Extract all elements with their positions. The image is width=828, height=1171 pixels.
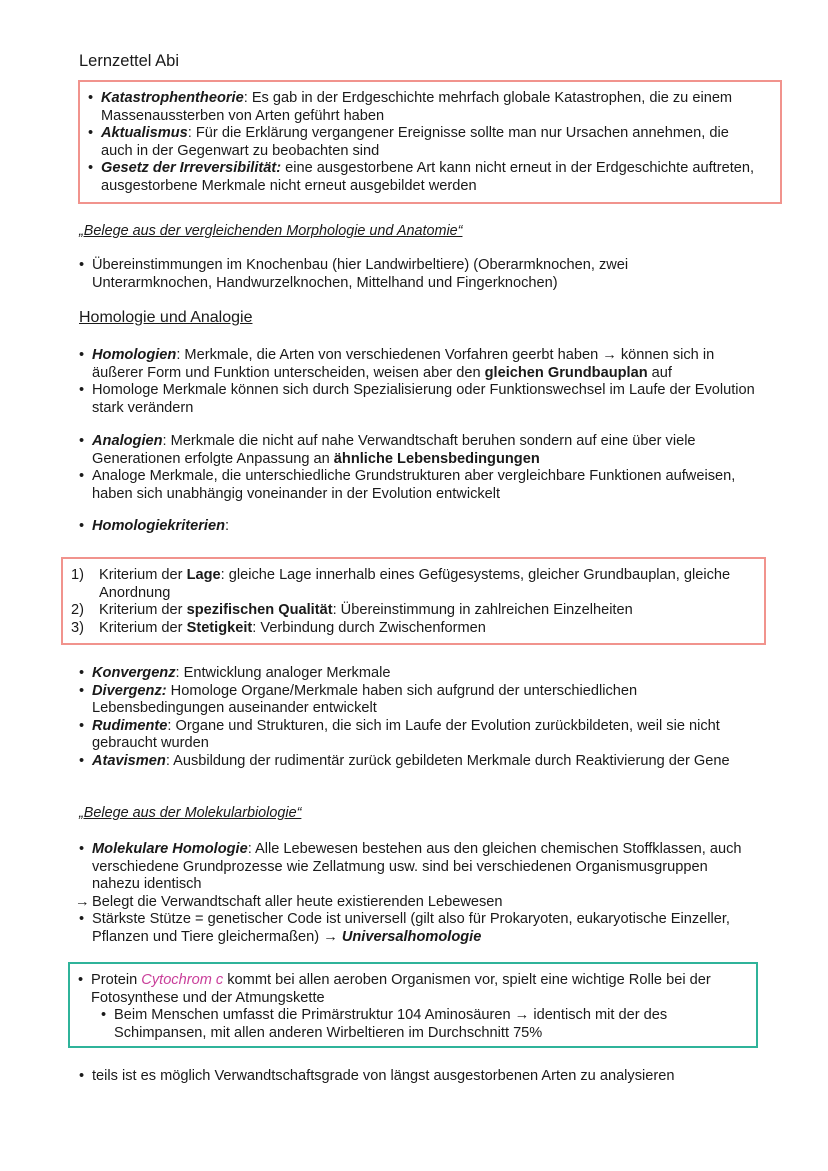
term: Homologiekriterien: [92, 518, 225, 534]
list-item: [79, 347, 759, 382]
sub-list: [91, 1007, 743, 1042]
definitions-list: [88, 90, 764, 195]
list-item-text: Analoge Merkmale, die unterschiedliche Grundstrukturen aber vergleichbare Funktionen aufweisen, haben sich unabhängig voneinander in der Evolution entwickelt: [92, 468, 736, 502]
cytochrom-list: [78, 972, 743, 1042]
list-item: [78, 972, 743, 1042]
arrow-icon: →: [75, 893, 90, 910]
molekular-block: [75, 841, 749, 946]
bold-phrase: ähnliche Lebensbedingungen: [333, 450, 540, 467]
definition: : Ausbildung der rudimentär zurück gebildeten Merkmale durch Reaktivierung der Gene: [165, 752, 730, 769]
section-heading-morphologie: „Belege aus der vergleichenden Morphologie und Anatomie“: [79, 223, 463, 239]
term: Atavismen: [92, 752, 166, 769]
definition: Homologe Organe/Merkmale haben sich aufgrund der unterschiedlichen Lebensbedingungen auseinander entwickelt: [92, 682, 638, 716]
criterion-pre: Kriterium der: [99, 619, 187, 636]
list-item-text: Homologe Merkmale können sich durch Spezialisierung oder Funktionswechsel im Laufe der Evolution stark verändern: [92, 382, 755, 416]
page-title: Lernzettel Abi: [79, 52, 179, 70]
section-heading-molekular: „Belege aus der Molekularbiologie“: [79, 805, 302, 821]
list-item: [88, 160, 764, 195]
definition-end: auf: [647, 364, 672, 381]
homologie-list: [79, 347, 759, 417]
criterion-name: Lage: [186, 567, 221, 583]
final-list: [79, 1068, 759, 1086]
term: Katastrophentheorie: [101, 90, 244, 106]
list-item: [79, 683, 739, 718]
cytochrom-box: [68, 962, 758, 1048]
line-text: Belegt die Verwandtschaft aller heute existierenden Lebewesen: [92, 893, 503, 910]
analogie-list: [79, 433, 759, 503]
definition: : Merkmale, die Arten von verschiedenen Vorfahren geerbt haben → können sich in äußerer Form und Funktion unterscheiden, weisen aber den: [92, 347, 715, 381]
criteria-list: [71, 567, 731, 637]
line-text: Protein: [91, 972, 142, 988]
definition: : Organe und Strukturen, die sich im Laufe der Evolution zurückbildeten, weil sie nicht gebraucht wurden: [92, 717, 720, 751]
criterion-number: 1): [71, 567, 84, 583]
highlight-term: Cytochrom c: [141, 972, 224, 988]
list-item: [79, 433, 759, 468]
criterion-name: spezifischen Qualität: [186, 602, 333, 618]
list-item-text: Übereinstimmungen im Knochenbau (hier Landwirbeltiere) (Oberarmknochen, zwei Unterarmknochen, Handwurzelknochen, Mittelhand und Fingerknochen): [92, 257, 629, 291]
term: Gesetz der Irreversibilität:: [101, 160, 282, 176]
criterion-desc: : Übereinstimmung in zahlreichen Einzelheiten: [332, 602, 633, 618]
bold-phrase: Universalhomologie: [341, 928, 482, 945]
list-item: [79, 468, 759, 503]
criteria-box: [61, 557, 766, 645]
sub-item-text: Beim Menschen umfasst die Primärstruktur 104 Aminosäuren → identisch mit der des Schimpansen, mit allen anderen Wirbeltieren im Durchschnitt 75%: [114, 1007, 668, 1041]
list-item: [79, 665, 739, 683]
term: Divergenz:: [92, 682, 167, 699]
section-heading-homologie: Homologie und Analogie: [79, 309, 253, 326]
definition: : Für die Erklärung vergangener Ereignisse sollte man nur Ursachen annehmen, die auch in der Gegenwart zu beobachten sind: [101, 125, 729, 159]
list-item: [79, 911, 749, 946]
criterion-pre: Kriterium der: [99, 602, 187, 618]
definition: : Alle Lebewesen bestehen aus den gleichen chemischen Stoffklassen, auch verschiedene Grundprozesse wie Zellatmung usw. sind bei verschiedenen Organismusgruppen nahezu identisch: [92, 841, 742, 892]
list-item: [79, 1068, 759, 1086]
term: Analogien: [92, 433, 163, 449]
bold-phrase: gleichen Grundbauplan: [484, 364, 648, 381]
criterion-name: Stetigkeit: [186, 619, 253, 636]
criterion-item: [71, 602, 731, 620]
molekular-list: [79, 841, 749, 894]
criterion-pre: Kriterium der: [99, 567, 187, 583]
list-item: [79, 718, 739, 753]
list-item: [88, 125, 764, 160]
criterion-number: 2): [71, 602, 84, 618]
definition: : Merkmale die nicht auf nahe Verwandtschaft beruhen sondern auf eine über viele Generationen erfolgte Anpassung an: [92, 433, 696, 467]
criterion-item: [71, 620, 731, 638]
list-item: [88, 90, 764, 125]
criterion-desc: : Verbindung durch Zwischenformen: [252, 619, 486, 636]
stuetze-list: [79, 911, 749, 946]
criterion-item: [71, 567, 731, 602]
list-item: [79, 382, 759, 417]
term: Konvergenz: [92, 665, 176, 681]
definition: : Entwicklung analoger Merkmale: [175, 665, 391, 681]
criterion-number: 3): [71, 619, 84, 636]
list-item: [79, 518, 759, 536]
list-item: [79, 753, 739, 771]
term: Rudimente: [92, 717, 168, 734]
term: Aktualismus: [101, 125, 188, 141]
list-item-text: teils ist es möglich Verwandtschaftsgrade von längst ausgestorbenen Arten zu analysieren: [92, 1068, 675, 1084]
kriterien-list: [79, 518, 759, 536]
list-item-text: Stärkste Stütze = genetischer Code ist universell (gilt also für Prokaryoten, eukaryotische Einzeller, Pflanzen und Tiere gleichermaßen) →: [92, 911, 730, 945]
term: Homologien: [92, 347, 177, 363]
line-text: kommt bei allen aeroben Organismen vor, spielt eine wichtige Rolle bei der Fotosynthese und der Atmungskette: [91, 972, 711, 1006]
sub-list-item: [101, 1007, 743, 1042]
list-item: [79, 841, 749, 894]
definition: eine ausgestorbene Art kann nicht erneut in der Erdgeschichte auftreten, ausgestorbene Merkmale nicht erneut ausgebildet werden: [101, 160, 755, 194]
criterion-desc: : gleiche Lage innerhalb eines Gefügesystems, gleicher Grundbauplan, gleiche Anordnung: [99, 567, 731, 601]
terms-list: [79, 665, 739, 770]
morphologie-list: [79, 257, 719, 292]
colon: :: [225, 518, 230, 534]
term: Molekulare Homologie: [92, 841, 248, 857]
definitions-box: [78, 80, 782, 204]
arrow-line: [75, 893, 749, 912]
list-item: [79, 257, 719, 292]
definition: : Es gab in der Erdgeschichte mehrfach globale Katastrophen, die zu einem Massenaussterben von Arten geführt haben: [101, 90, 733, 124]
